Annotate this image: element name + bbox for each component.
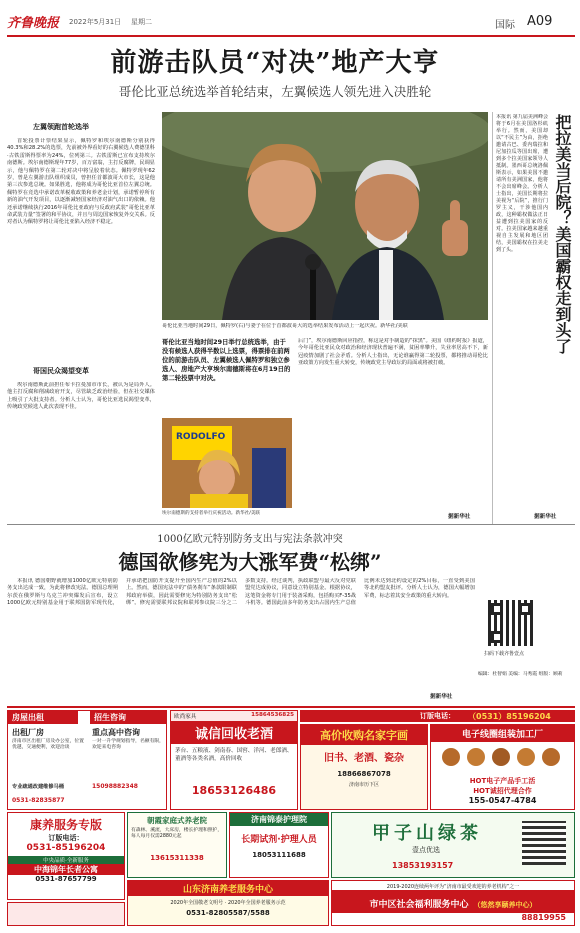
- ad-nursing-phone: 13615311338: [150, 854, 204, 862]
- editor-credits: 编辑：杜智娟 美编：马秀霞 组版：顾莉: [478, 672, 563, 677]
- ads-top-rule: [7, 706, 575, 708]
- ad-liquor[interactable]: [170, 710, 298, 810]
- coils-illustration: [431, 742, 575, 772]
- ad-jintai-phone: 18053111688: [252, 851, 306, 859]
- ad-tea-qr[interactable]: [522, 821, 566, 865]
- photo-illustration: [162, 112, 488, 320]
- ad-left-bottom: 专业疏通改建维修马桶: [12, 784, 64, 790]
- ad-care-sub1: 中央品质·全新服务: [8, 856, 124, 864]
- ad-rent-line2: 济南市区出租厂房及办公室，位置优越，交通便利，欢迎洽谈: [12, 739, 84, 750]
- story-divider: [7, 524, 575, 525]
- subhead-people-change: 哥国民众渴望变革: [33, 367, 89, 375]
- lead-subheadline: 哥伦比亚总统选举首轮结束，左翼候选人领先进入决胜轮: [118, 84, 432, 99]
- ad-care-label: 订版电话：: [48, 834, 84, 842]
- ad-welfare-phone: 88819955: [521, 913, 566, 922]
- paper-name: 齐鲁晚报: [7, 16, 60, 31]
- col2-body: 埃尔南德斯此前担任布卡拉曼加市市长，被认为是局外人。他主打反腐和削减政府开支，尽管缺乏政治经验，但在社交媒体上吸引了大批支持者。分析人士认为，哥伦比亚选民渴望变革，传统政党候选人此次表现不佳。: [7, 382, 155, 411]
- rodolfo-sign: RODOLFO: [176, 432, 226, 442]
- ad-elderly-care[interactable]: [7, 812, 125, 900]
- ad-care-title: 康养服务专版: [29, 818, 102, 832]
- ad-liquor-title: 诚信回收老酒: [171, 721, 297, 744]
- subhead-left-leads: 左翼领跑首轮选举: [33, 123, 89, 131]
- masthead: [7, 6, 575, 36]
- ad-left-bottom-filler: [7, 902, 125, 926]
- second-headline: 德国欲修宪为大涨军费“松绑”: [118, 550, 382, 574]
- ad-welfare-text: 2019-2020连续两年评为“济南市最受欢迎的养老机构”之一: [386, 884, 520, 890]
- ad-tea-sub: 壹点优选: [412, 846, 440, 854]
- ad-order-phone: （0531）85196204: [468, 712, 551, 721]
- ad-electronics[interactable]: [430, 724, 575, 810]
- ad-calligraphy-phone: 18866867078: [337, 770, 391, 778]
- col3-body: 后门”，埃尔南德斯回应指控，称这是对手制造的“抹黑”。美国《纽约时报》报道，今年哥伦比亚民众对政治和经济现状普遍不满，贫困率攀升，失业率居高不下，新冠疫情加剧了社会矛盾。分析人士指出，无论谁赢得第二轮投票，都将推动哥伦比亚政策方向发生重大转变，传统政党主导政坛的局面或将被打破。: [298, 338, 488, 367]
- ad-school-text: 一对一升学规划指导，名额有限，欢迎来电咨询: [92, 739, 164, 750]
- page-number: A09: [527, 14, 553, 29]
- ad-liquor-phone: 18653126486: [191, 784, 277, 797]
- ad-rent-title: 房屋出租: [8, 711, 78, 724]
- photo-bold-caption: 哥伦比亚当地时间29日举行总统选举，由于没有候选人获得半数以上选票，得票排在前两位的前游击队员、左翼候选人佩特罗和独立参选人、房地产大亨埃尔南德斯将在6月19日的第二轮投票中对决。: [162, 338, 291, 382]
- side-headline-text: 把拉美当后院？美国霸权走到头了: [553, 114, 572, 354]
- section-name: 国际: [495, 20, 515, 31]
- ad-left-phone1: 15098882348: [92, 783, 138, 790]
- header-rule: [7, 35, 575, 37]
- issue-weekday: 星期二: [131, 18, 152, 26]
- ad-electronics-title: 电子线圈组装加工厂: [431, 725, 574, 742]
- lead-col1: [7, 112, 155, 512]
- ad-nursing-text: 有森林、溪流，大床房，楼长护理和照护，每人每月仅需2880元起: [131, 828, 223, 840]
- side-body: 本报讯 第九届美洲峰会将于6月在美国洛杉矶举行。然而，美国却以“不民主”为由，拒绝邀请古巴、委内瑞拉和尼加拉瓜等国出席，遭到多个拉美国家领导人抵制。墨西哥总统洛佩斯表示，如果美国不邀请所有美洲国家，他将不会出席峰会。分析人士指出，美国长期将拉美视为“后院”，推行门罗主义，干涉他国内政，这种霸权做法正日益遭到拉美国家的反对。拉美国家越来越重视自主发展和地区团结，美国霸权在拉美走到了头。: [496, 114, 548, 253]
- ad-care-sub2: 中海锦年长者公寓: [8, 864, 124, 875]
- ad-jintai-title: 济南锦泰护理院: [230, 813, 328, 826]
- ad-welfare-sub: （悠然享颐养中心）: [473, 901, 537, 909]
- ad-jintai[interactable]: [229, 812, 329, 878]
- ad-green-tea[interactable]: [331, 812, 575, 878]
- ad-electronics-phone: 155-0547-4784: [468, 796, 537, 805]
- ad-liquor-top-phone: 15864536825: [251, 712, 294, 718]
- qr-note: 扫码下载齐鲁壹点: [484, 651, 525, 657]
- side-headline: [552, 114, 574, 414]
- ad-jintai-sub: 长期试剂·护理人员: [241, 835, 317, 845]
- ad-welfare-title: 市中区社会福利服务中心: [369, 900, 469, 910]
- main-photo-caption: 哥伦比亚当地时间29日，佩特罗(右)与妻子在位于首都波哥大的选举结果发布活动上一起庆祝。新华社/美联: [162, 323, 408, 329]
- ad-calligraphy-address: 济南市历下区: [348, 782, 379, 788]
- second-photo-caption: 埃尔南德斯的支持者举行庆祝活动。新华社/美联: [162, 511, 261, 516]
- side-byline: 据新华社: [534, 514, 557, 520]
- ad-nursing-title: 朝霞家庭式养老院: [147, 816, 207, 825]
- ad-tea-phone: 13853193157: [392, 861, 454, 870]
- ad-order-header: [300, 710, 575, 722]
- ad-calligraphy[interactable]: [300, 724, 428, 810]
- ad-welfare-center[interactable]: [331, 880, 575, 926]
- second-kicker: 1000亿欧元特别防务支出与宪法条款冲突: [157, 534, 343, 545]
- second-byline: 据新华社: [430, 694, 453, 700]
- col1-body: 首轮投票计票结果显示，佩特罗和埃尔南德斯分别获得40.3%和28.2%的选票，先前被外界看好的右翼候选人费德里科·古铁雷斯得票率为24%，位列第三。古铁雷斯已宣布支持埃尔南德斯。埃尔南德斯现年77岁，百万富翁，主打反腐牌，民调显示，他与佩特罗在第二轮对决中将呈胶着状态。佩特罗现年62岁，曾是左翼游击队组织成员，曾担任首都波哥大市长，这是他第三次参选总统。如果胜选，他将成为哥伦比亚首位左翼总统。佩特罗在竞选中承诺改革税收政策和养老金计划，承诺暂停所有新的油气开发项目，以逐渐减轻国家经济对油气出口的依赖。他还承诺继续执行2016年哥伦比亚政府与反政府武装“哥伦比亚革命武装力量”签署的和平协议，并且与周边国家恢复外交关系。反对者认为佩特罗将让哥伦比亚陷入经济不稳定。: [7, 138, 155, 226]
- ad-jinan-phone: 0531-82805587/5588: [186, 909, 270, 917]
- ad-jinan-text: 2020年全国敬老文明号 · 2020年全国养老服务示范: [170, 900, 286, 906]
- second-body: 本报讯 德国朝野就增加1000亿欧元特别防务支出达成一致，为此将修改宪法。德国总理朔尔茨在俄罗斯与乌克兰冲突爆发后宣布，设立1000亿欧元特别基金用于联邦国防军现代化，并承诺把国防开支提升至国内生产总值的2%以上。然而，德国宪法中的“债务刹车”条款限制联邦政府举债，因此需要修宪为特别防务支出“松绑”。修宪需要联邦议院和联邦参议院三分之二多数支持。经过谈判，执政联盟与最大反对党联盟党达成协议，同意设立特别基金。根据协议，这笔资金将专门用于装备采购，包括购买F-35战斗机等。德国此前多年防务支出占国内生产总值比例未达到北约设定的2%目标，一直受到美国等北约盟友批评。分析人士认为，德国大幅增加军费，标志着其安全政策的重大转向。: [7, 578, 475, 607]
- ad-jinan-title: 山东济南养老服务中心: [128, 881, 328, 896]
- lead-headline: 前游击队员“对决”地产大亨: [110, 48, 440, 78]
- main-photo: [162, 112, 488, 320]
- qr-code[interactable]: [488, 600, 534, 646]
- ad-recruit-title: 招生咨询: [90, 711, 166, 724]
- ad-care-phone2: 0531-87657799: [35, 875, 97, 883]
- ad-left-top[interactable]: [7, 710, 167, 810]
- ad-electronics-text1: HOT电子产品手工活: [469, 777, 536, 785]
- ad-care-phone: 0531-85196204: [26, 843, 106, 853]
- ad-liquor-text: 茅台、五粮液、剑南春、国窖、洋河、老郎酒、董酒等各类名酒，高价回收: [175, 748, 293, 762]
- ad-tea-title: 甲子山绿茶: [372, 823, 482, 844]
- ad-nursing-home[interactable]: [127, 812, 227, 878]
- side-divider: [492, 112, 493, 524]
- issue-date: 2022年5月31日: [69, 18, 122, 26]
- ad-jinan-elderly[interactable]: [127, 880, 329, 926]
- ad-order-label: 订版电话：: [420, 712, 455, 720]
- ad-left-phone2: 0531-82835877: [12, 797, 65, 804]
- ad-liquor-top-label: 欧尚家具: [174, 714, 197, 720]
- ad-electronics-text2: HOT诚招代理合作: [473, 787, 532, 795]
- ad-rent-line1: 出租厂房: [12, 728, 44, 737]
- ad-calligraphy-title: 高价收购名家字画: [301, 725, 427, 745]
- ad-calligraphy-sub: 旧书、老酒、瓷杂: [324, 753, 404, 764]
- ad-school-title: 重点高中咨询: [92, 728, 140, 737]
- second-photo: [162, 418, 292, 508]
- lead-byline: 据新华社: [448, 514, 471, 520]
